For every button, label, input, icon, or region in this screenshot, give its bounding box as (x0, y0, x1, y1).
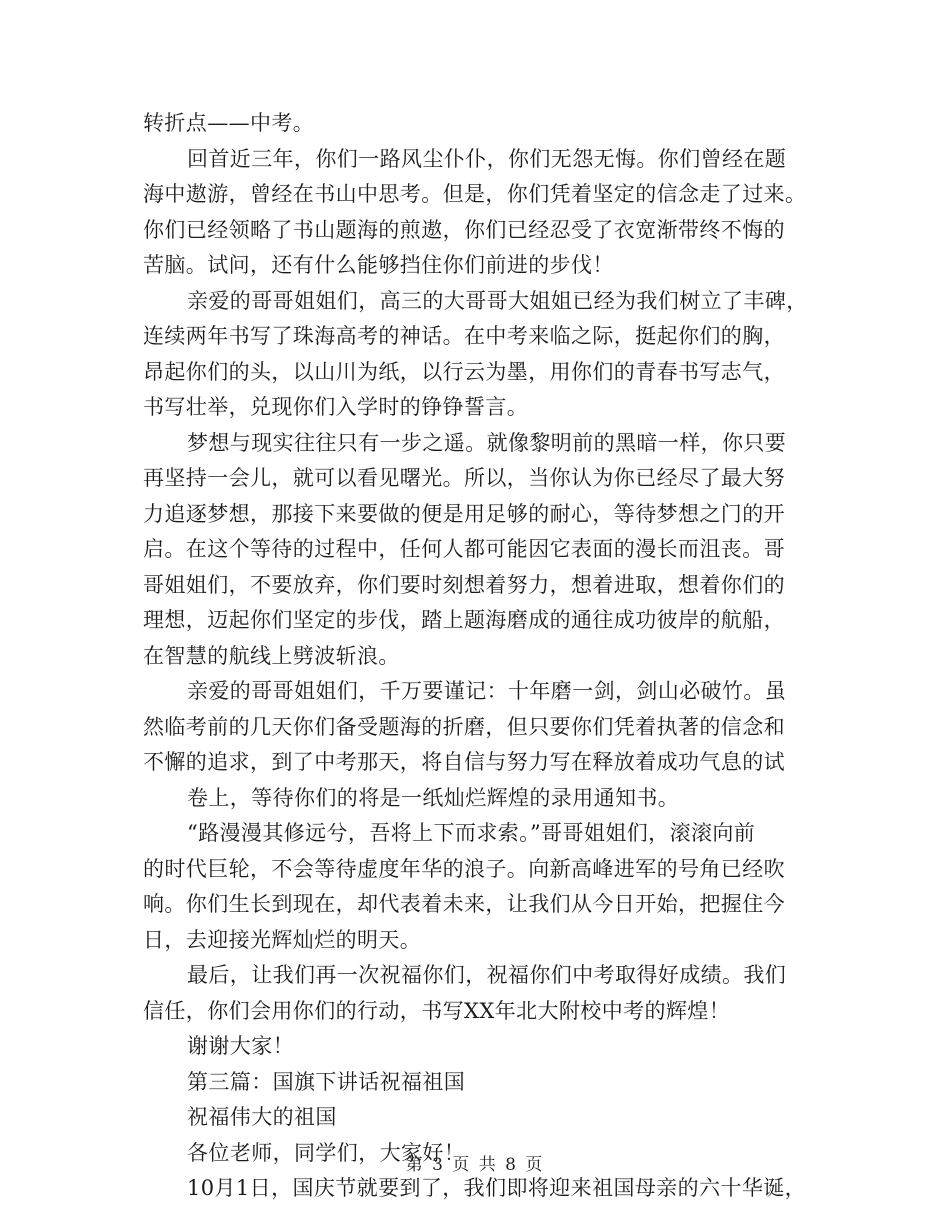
text-line: 信任，你们会用你们的行动，书写XX年北大附校中考的辉煌！ (143, 998, 731, 1023)
text-line: 转折点——中考。 (143, 111, 315, 135)
page-number-footer: 第 3 页 共 8 页 (405, 1155, 545, 1175)
text-line: 各位老师，同学们，大家好！ (187, 1140, 466, 1165)
text-line: 然临考前的几天你们备受题海的折磨，但只要你们凭着执著的信念和 (143, 714, 785, 739)
text-line: 昂起你们的头，以山川为纸，以行云为墨，用你们的青春书写志气， (143, 359, 785, 384)
text-line: 哥姐姐们，不要放弃，你们要时刻想着努力，想着进取，想着你们的 (143, 572, 785, 597)
text-line: 力追逐梦想，那接下来要做的便是用足够的耐心，等待梦想之门的开 (143, 501, 785, 526)
text-line: 10月1日，国庆节就要到了，我们即将迎来祖国母亲的六十华诞， (187, 1176, 807, 1200)
text-line: “路漫漫其修远兮，吾将上下而求索。”哥哥姐姐们，滚滚向前 (187, 821, 756, 845)
text-line: 梦想与现实往往只有一步之遥。就像黎明前的黑暗一样，你只要 (187, 430, 787, 455)
text-line: 谢谢大家！ (187, 1034, 294, 1058)
text-line: 亲爱的哥哥姐姐们，千万要谨记：十年磨一剑，剑山必破竹。虽 (187, 679, 787, 703)
text-line: 亲爱的哥哥姐姐们，高三的大哥哥大姐姐已经为我们树立了丰碑， (187, 288, 808, 313)
text-line: 你们已经领略了书山题海的煎遨，你们已经忍受了衣宽渐带终不悔的 (143, 217, 785, 242)
text-line: 的时代巨轮，不会等待虚度年华的浪子。向新高峰进军的号角已经吹 (143, 856, 785, 881)
text-line: 祝福伟大的祖国 (187, 1105, 337, 1129)
text-line: 不懈的追求，到了中考那天，将自信与努力写在释放着成功气息的试 (143, 750, 785, 774)
text-line: 再坚持一会儿，就可以看见曙光。所以，当你认为你已经尽了最大努 (143, 466, 785, 490)
text-line: 苦脑。试问，还有什么能够挡住你们前进的步伐！ (143, 253, 614, 277)
text-line: 日，去迎接光辉灿烂的明天。 (143, 927, 422, 952)
text-line: 最后，让我们再一次祝福你们，祝福你们中考取得好成绩。我们 (187, 963, 787, 987)
text-line: 卷上，等待你们的将是一纸灿烂辉煌的录用通知书。 (187, 785, 680, 810)
text-line: 理想，迈起你们坚定的步伐，踏上题海磨成的通往成功彼岸的航船， (143, 608, 785, 632)
document-body (143, 106, 810, 1207)
text-line: 响。你们生长到现在，却代表着未来，让我们从今日开始，把握住今 (143, 892, 785, 916)
text-line: 回首近三年，你们一路风尘仆仆，你们无怨无悔。你们曾经在题 (187, 146, 787, 171)
text-line: 连续两年书写了珠海高考的神话。在中考来临之际，挺起你们的胸， (143, 324, 785, 348)
text-line: 启。在这个等待的过程中，任何人都可能因它表面的漫长而沮丧。哥 (143, 537, 785, 561)
text-line: 书写壮举，兑现你们入学时的铮铮誓言。 (143, 395, 529, 419)
text-line: 在智慧的航线上劈波斩浪。 (143, 643, 400, 668)
text-line: 第三篇：国旗下讲话祝福祖国 (187, 1069, 466, 1094)
text-line: 海中遨游，曾经在书山中思考。但是，你们凭着坚定的信念走了过来。 (143, 182, 807, 206)
